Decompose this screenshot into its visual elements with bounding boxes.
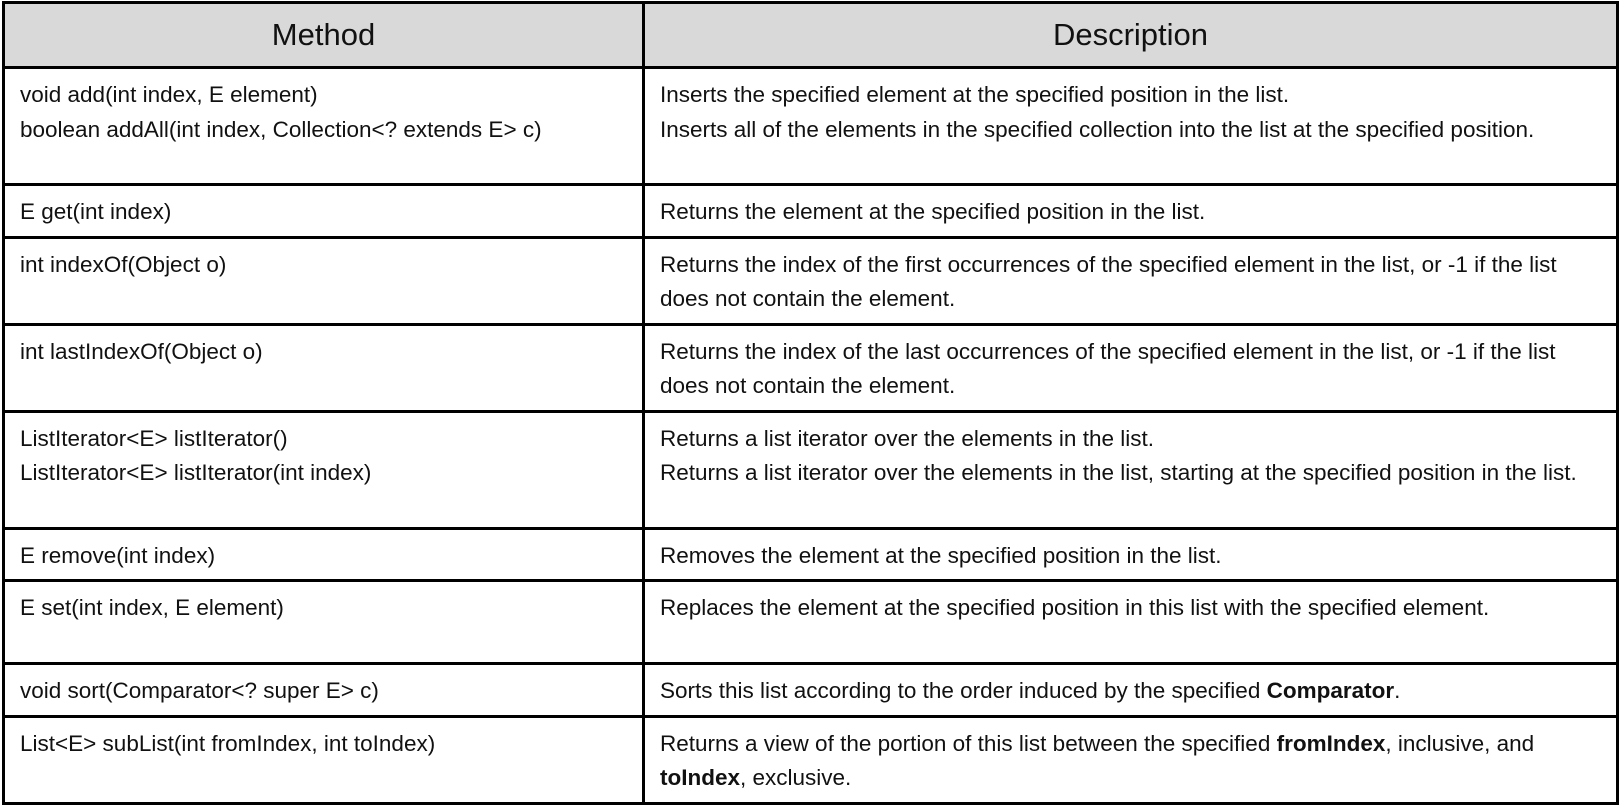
method-signature: ListIterator<E> listIterator() xyxy=(20,425,288,451)
method-description: Returns a list iterator over the elements in the list, starting at the specified position in the list. xyxy=(660,460,1577,485)
method-cell xyxy=(4,237,644,324)
header-row xyxy=(4,3,1618,68)
method-cell xyxy=(4,581,644,664)
method-description: Returns a view of the portion of this list between the specified fromIndex, inclusive, and toIndex, exclusive. xyxy=(660,730,1535,790)
method-description: Returns the index of the last occurrences of the specified element in the list, or -1 if the list does not contain the element. xyxy=(660,338,1556,398)
method-cell xyxy=(4,68,644,185)
description-cell xyxy=(644,185,1618,238)
method-signature: int lastIndexOf(Object o) xyxy=(20,338,263,364)
method-cell xyxy=(4,716,644,803)
method-signature: int indexOf(Object o) xyxy=(20,251,227,277)
method-description: Replaces the element at the specified position in this list with the specified element. xyxy=(660,595,1490,620)
method-signature: E remove(int index) xyxy=(20,542,216,568)
table-row xyxy=(4,324,1618,411)
comparator-term: Comparator xyxy=(1266,678,1395,703)
method-cell xyxy=(4,324,644,411)
method-signature: void add(int index, E element) xyxy=(20,82,318,107)
method-signature: E set(int index, E element) xyxy=(20,595,284,620)
description-cell xyxy=(644,237,1618,324)
method-cell xyxy=(4,185,644,238)
method-description: Removes the element at the specified position in the list. xyxy=(660,542,1222,568)
method-cell xyxy=(4,411,644,528)
method-signature: E get(int index) xyxy=(20,199,172,224)
table-row xyxy=(4,581,1618,664)
description-cell xyxy=(644,528,1618,581)
method-description: Inserts all of the elements in the specified collection into the list at the specified position. xyxy=(660,116,1535,142)
method-cell xyxy=(4,664,644,717)
method-description: Returns a list iterator over the elements in the list. xyxy=(660,425,1154,451)
header-description: Description xyxy=(644,3,1618,68)
description-cell xyxy=(644,324,1618,411)
description-cell xyxy=(644,716,1618,803)
methods-table xyxy=(2,1,1619,805)
description-cell xyxy=(644,411,1618,528)
description-cell xyxy=(644,68,1618,185)
header-method: Method xyxy=(4,3,644,68)
table-row xyxy=(4,716,1618,803)
table-row xyxy=(4,664,1618,717)
from-index-term: fromIndex xyxy=(1276,730,1386,756)
method-description: Returns the element at the specified position in the list. xyxy=(660,199,1206,224)
table-row xyxy=(4,237,1618,324)
method-signature: List<E> subList(int fromIndex, int toIndex) xyxy=(20,730,436,756)
method-signature: ListIterator<E> listIterator(int index) xyxy=(20,460,372,485)
description-cell xyxy=(644,664,1618,717)
table-row xyxy=(4,411,1618,528)
description-cell xyxy=(644,581,1618,664)
table-row xyxy=(4,528,1618,581)
method-cell xyxy=(4,528,644,581)
table-row xyxy=(4,185,1618,238)
method-description: Returns the index of the first occurrences of the specified element in the list, or -1 if the list does not contain the element. xyxy=(660,251,1557,311)
method-description: Inserts the specified element at the specified position in the list. xyxy=(660,82,1290,107)
method-signature: void sort(Comparator<? super E> c) xyxy=(20,678,379,703)
to-index-term: toIndex xyxy=(660,765,741,790)
table-row xyxy=(4,68,1618,185)
method-signature: boolean addAll(int index, Collection<? extends E> c) xyxy=(20,116,542,142)
method-description: Sorts this list according to the order induced by the specified Comparator. xyxy=(660,678,1401,703)
